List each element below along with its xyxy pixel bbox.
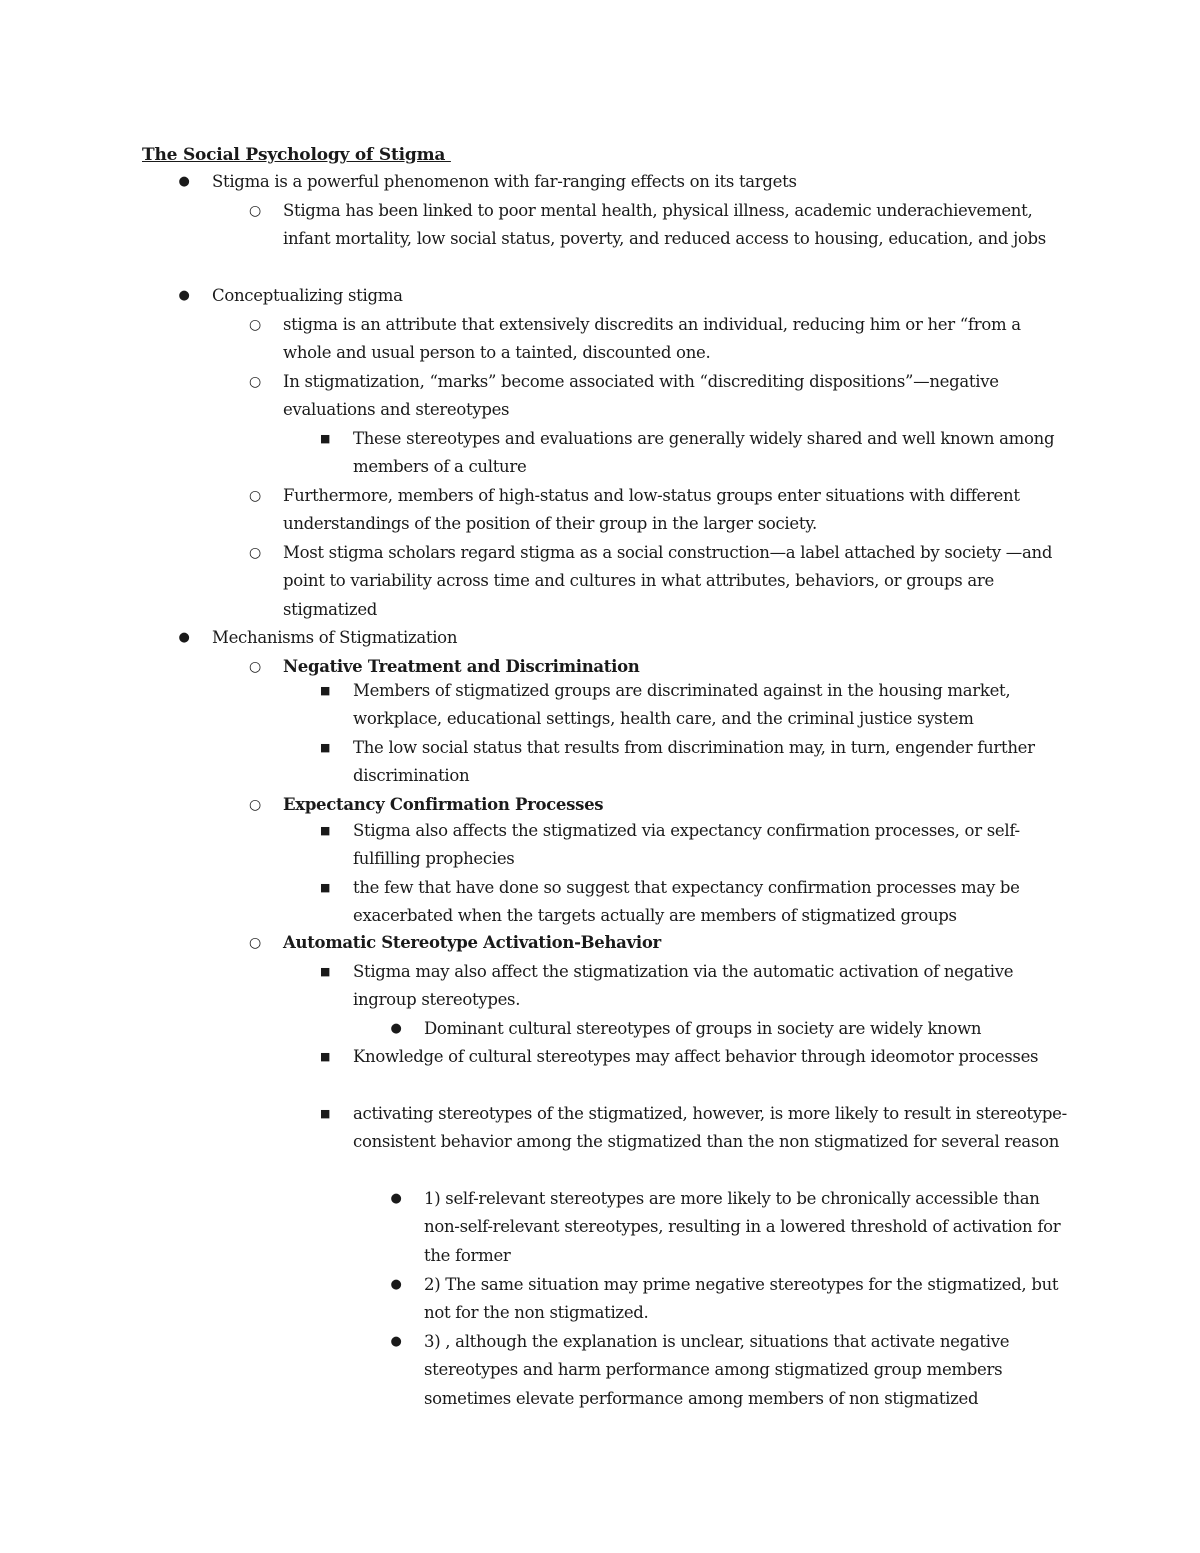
- list-item-text: Stigma also affects the stigmatized via expectancy confirmation processes, or self-fulfilling prophecies: [353, 821, 1020, 869]
- section-heading: Automatic Stereotype Activation-Behavior: [283, 933, 661, 952]
- circle-bullet-icon: [245, 791, 265, 820]
- list-item-text: 2) The same situation may prime negative stereotypes for the stigmatized, but not for the non stigmatized.: [424, 1275, 1059, 1323]
- list-item-text: 1) self-relevant stereotypes are more likely to be chronically accessible than non-self-relevant stereotypes, resulting in a lowered threshold of activation for the former: [424, 1189, 1061, 1265]
- list-item-text: The low social status that results from discrimination may, in turn, engender further discrimination: [353, 738, 1035, 786]
- disc-bullet-icon: [386, 1328, 406, 1356]
- square-bullet-icon: [315, 1043, 335, 1071]
- circle-bullet-icon: [245, 482, 265, 511]
- circle-bullet-icon: [245, 197, 265, 226]
- list-item-text: the few that have done so suggest that expectancy confirmation processes may be exacerbated when the targets actually are members of stigmatized groups: [353, 878, 1020, 926]
- list-item-text: Dominant cultural stereotypes of groups in society are widely known: [424, 1019, 982, 1038]
- disc-bullet-icon: [174, 168, 194, 196]
- list-item: [212, 282, 1072, 310]
- list-item-text: Stigma is a powerful phenomenon with far-ranging effects on its targets: [212, 172, 797, 191]
- list-item: [353, 734, 1073, 791]
- square-bullet-icon: [315, 817, 335, 845]
- document-title: The Social Psychology of Stigma: [142, 145, 451, 165]
- circle-bullet-icon: [245, 311, 265, 340]
- list-item: [283, 197, 1073, 254]
- list-item: [212, 168, 1072, 196]
- list-item: [283, 539, 1073, 624]
- list-item-text: Knowledge of cultural stereotypes may affect behavior through ideomotor processes: [353, 1047, 1039, 1066]
- list-item: [353, 874, 1073, 931]
- list-item: [353, 1043, 1073, 1071]
- list-item: [283, 368, 1073, 425]
- list-item-text: Stigma has been linked to poor mental health, physical illness, academic underachievement, infant mortality, low social status, poverty, and reduced access to housing, education, and jobs: [283, 201, 1046, 249]
- circle-bullet-icon: [245, 539, 265, 568]
- list-item-text: These stereotypes and evaluations are generally widely shared and well known among members of a culture: [353, 429, 1055, 477]
- square-bullet-icon: [315, 874, 335, 902]
- square-bullet-icon: [315, 734, 335, 762]
- square-bullet-icon: [315, 1100, 335, 1128]
- disc-bullet-icon: [174, 282, 194, 310]
- list-item-text: Most stigma scholars regard stigma as a social construction—a label attached by society —and point to variability across time and cultures in what attributes, behaviors, or groups are stigmatized: [283, 543, 1053, 619]
- disc-bullet-icon: [386, 1271, 406, 1299]
- list-item: [283, 791, 1073, 819]
- list-item-text: stigma is an attribute that extensively discredits an individual, reducing him or her “from a whole and usual person to a tainted, discounted one.: [283, 315, 1021, 363]
- list-item: [283, 311, 1073, 368]
- square-bullet-icon: [315, 958, 335, 986]
- list-item: [424, 1271, 1074, 1328]
- disc-bullet-icon: [174, 624, 194, 652]
- circle-bullet-icon: [245, 653, 265, 682]
- list-item: [353, 425, 1073, 482]
- list-item-text: Stigma may also affect the stigmatization via the automatic activation of negative ingroup stereotypes.: [353, 962, 1014, 1010]
- list-item-text: In stigmatization, “marks” become associated with “discrediting dispositions”—negative evaluations and stereotypes: [283, 372, 999, 420]
- list-item: [424, 1328, 1074, 1413]
- list-item: [283, 482, 1073, 539]
- list-item-text: Conceptualizing stigma: [212, 286, 403, 305]
- square-bullet-icon: [315, 677, 335, 705]
- list-item-text: Mechanisms of Stigmatization: [212, 628, 458, 647]
- list-item-text: activating stereotypes of the stigmatized, however, is more likely to result in stereotype-consistent behavior among the stigmatized than the non stigmatized for several reason: [353, 1104, 1067, 1152]
- list-item: [283, 929, 1073, 957]
- list-item: [353, 677, 1073, 734]
- square-bullet-icon: [315, 425, 335, 453]
- list-item: [424, 1015, 1074, 1043]
- list-item-text: Furthermore, members of high-status and low-status groups enter situations with different understandings of the position of their group in the larger society.: [283, 486, 1020, 534]
- list-item: [353, 958, 1073, 1015]
- disc-bullet-icon: [386, 1185, 406, 1213]
- list-item: [212, 624, 1072, 652]
- circle-bullet-icon: [245, 929, 265, 958]
- list-item: [424, 1185, 1074, 1270]
- section-heading: Negative Treatment and Discrimination: [283, 657, 640, 676]
- list-item: [353, 817, 1073, 874]
- list-item-text: Members of stigmatized groups are discriminated against in the housing market, workplace, educational settings, health care, and the criminal justice system: [353, 681, 1011, 729]
- list-item-text: 3) , although the explanation is unclear, situations that activate negative stereotypes and harm performance among stigmatized group members sometimes elevate performance among members of non stigmatized: [424, 1332, 1010, 1408]
- disc-bullet-icon: [386, 1015, 406, 1043]
- circle-bullet-icon: [245, 368, 265, 397]
- list-item: [353, 1100, 1073, 1157]
- section-heading: Expectancy Confirmation Processes: [283, 795, 604, 814]
